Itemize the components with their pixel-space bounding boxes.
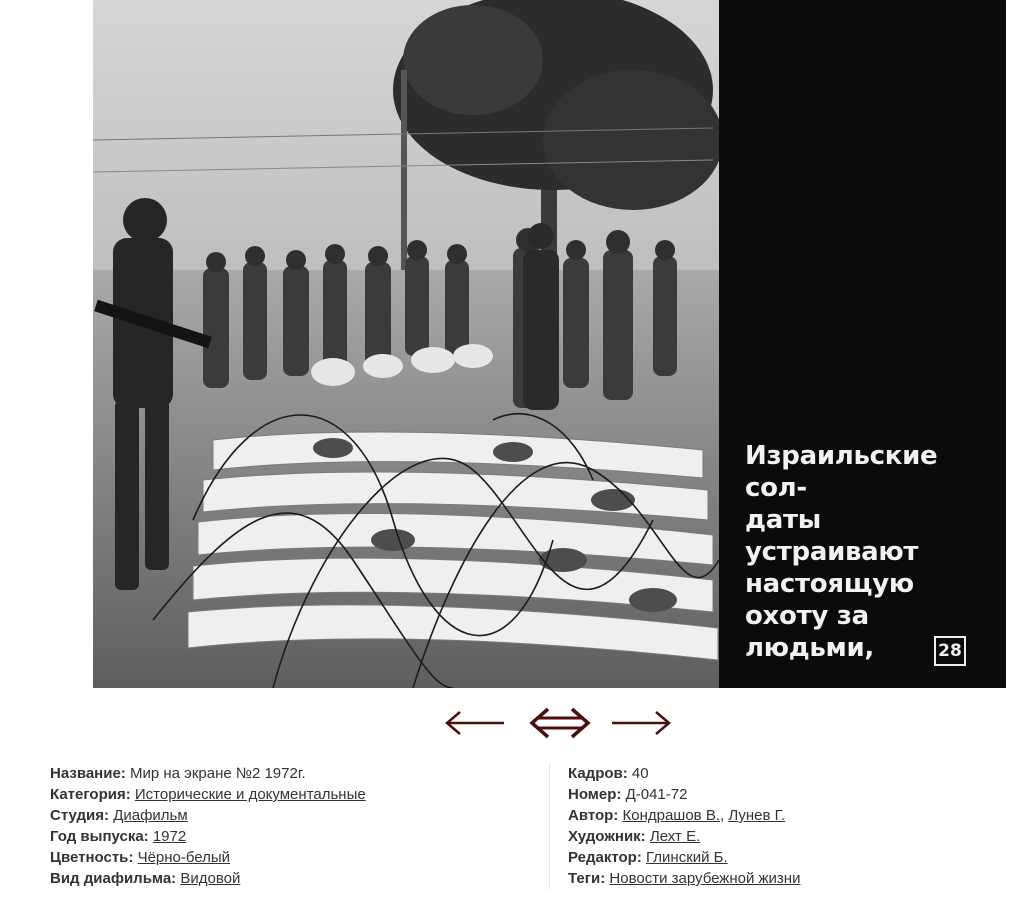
previous-frame-button[interactable] (442, 703, 508, 743)
author-link-2[interactable]: Лунев Г. (728, 807, 786, 824)
tags-label: Теги: (568, 870, 606, 887)
info-row-year (50, 826, 530, 847)
artist-link[interactable]: Лехт Е. (649, 828, 701, 845)
info-row-author (568, 805, 998, 826)
info-row-color (50, 847, 530, 868)
info-row-studio (50, 805, 530, 826)
toggle-view-button[interactable] (528, 703, 592, 743)
frames-label: Кадров: (568, 765, 628, 782)
number-value: Д-041-72 (625, 786, 688, 803)
type-label: Вид диафильма: (50, 870, 177, 887)
next-frame-button[interactable] (608, 703, 674, 743)
tags-link[interactable]: Новости зарубежной жизни (609, 870, 801, 887)
filmstrip-frame (93, 0, 1006, 688)
category-link[interactable]: Исторические и документальные (134, 786, 366, 803)
color-link[interactable]: Чёрно-белый (137, 849, 231, 866)
arrow-right-icon (608, 708, 674, 738)
artist-label: Художник: (568, 828, 646, 845)
arrow-left-icon (442, 708, 508, 738)
frame-caption: Израильские сол- даты устраивают настоящую охоту за людьми, (745, 441, 938, 663)
author-link-1[interactable]: Кондрашов В. (622, 807, 720, 824)
author-separator: , (720, 807, 725, 824)
info-row-name (50, 763, 530, 784)
filmstrip-info-right (568, 763, 998, 889)
year-link[interactable]: 1972 (152, 828, 187, 845)
info-row-frames (568, 763, 998, 784)
year-label: Год выпуска: (50, 828, 149, 845)
info-row-category (50, 784, 530, 805)
name-label: Название: (50, 765, 126, 782)
number-label: Номер: (568, 786, 622, 803)
info-divider (549, 763, 550, 890)
type-link[interactable]: Видовой (180, 870, 241, 887)
info-row-editor (568, 847, 998, 868)
double-arrow-icon (528, 705, 592, 741)
frame-photo (93, 0, 719, 688)
studio-link[interactable]: Диафильм (113, 807, 188, 824)
frame-number-badge: 28 (934, 636, 966, 666)
info-row-artist (568, 826, 998, 847)
frames-value: 40 (631, 765, 649, 782)
photo-image (93, 0, 719, 688)
info-row-type (50, 868, 530, 889)
author-label: Автор: (568, 807, 619, 824)
info-row-number (568, 784, 998, 805)
category-label: Категория: (50, 786, 131, 803)
editor-label: Редактор: (568, 849, 642, 866)
name-value: Мир на экране №2 1972г. (129, 765, 306, 782)
info-row-tags (568, 868, 998, 889)
editor-link[interactable]: Глинский Б. (646, 849, 728, 866)
filmstrip-info-left (50, 763, 530, 889)
color-label: Цветность: (50, 849, 134, 866)
studio-label: Студия: (50, 807, 110, 824)
